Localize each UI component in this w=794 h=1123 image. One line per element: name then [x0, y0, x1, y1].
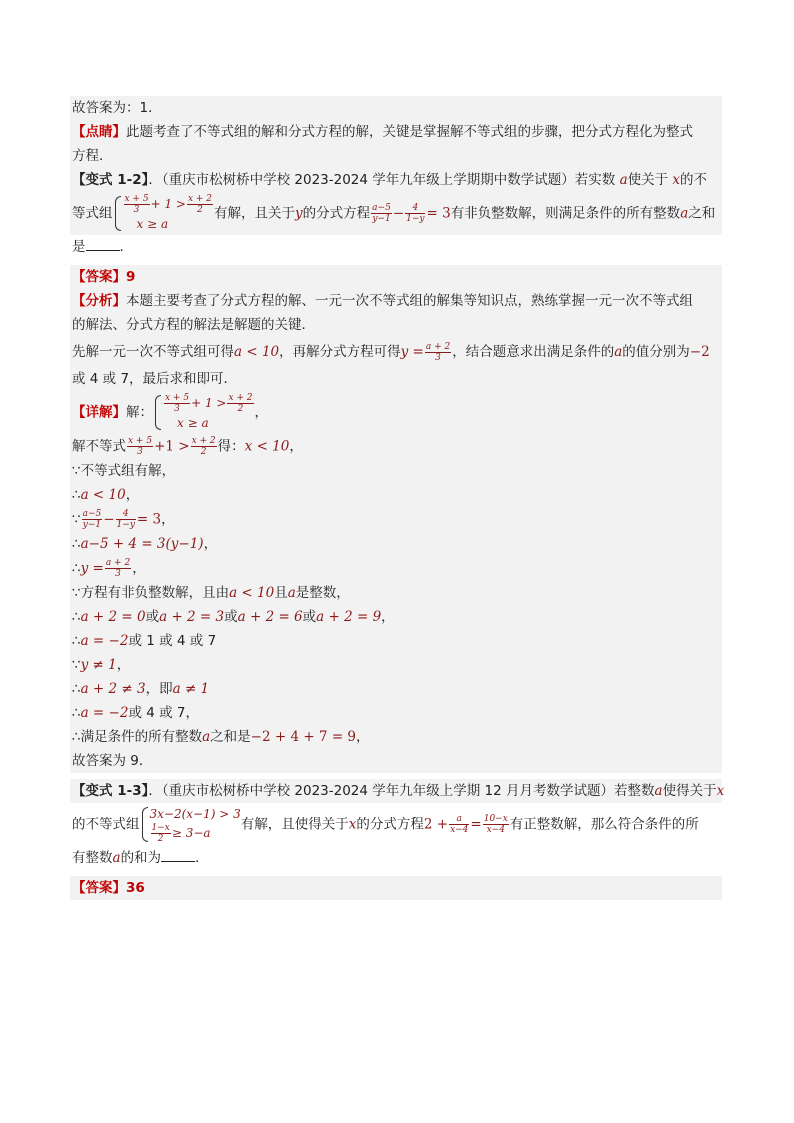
math: a ≠ 1 [172, 681, 210, 697]
variant-1-2-tag: 【变式 1-2】 [72, 172, 149, 188]
step-2: ∵不等式组有解， [70, 459, 722, 483]
answer-conclusion-line: 故答案为：1． [70, 96, 722, 120]
fenxi-line-1 [70, 289, 722, 313]
op: = [470, 816, 482, 833]
fraction [449, 814, 469, 835]
text: ∵方程有非负整数解，且由 [72, 585, 230, 601]
math: a + 2 = 9 [316, 609, 382, 625]
text: 的分式方程 [302, 205, 371, 222]
fenxi-line-4: 或 4 或 7，最后求和即可． [70, 367, 722, 391]
math: a < 10 [80, 487, 126, 503]
numerator: x + 2 [228, 393, 253, 403]
therefore-symbol: ∴ [72, 609, 81, 625]
fraction [151, 823, 171, 844]
math: y = [80, 560, 104, 577]
denominator: 3 [174, 404, 180, 414]
math: y = [400, 344, 424, 360]
var-a: a [619, 172, 628, 188]
math: a [287, 585, 296, 601]
denominator: 2 [200, 447, 207, 457]
variant-1-2-line-2 [70, 192, 722, 235]
text: 的分式方程 [356, 816, 424, 833]
inequality-system [153, 393, 255, 432]
numerator: a−5 [82, 509, 102, 519]
text: 本题主要考查了分式方程的解、一元一次不等式组的解集等知识点，熟练掌握一元一次不等式组 [126, 293, 693, 309]
fraction [371, 203, 392, 224]
denominator: x−4 [450, 825, 469, 835]
math: a = −2 [80, 705, 129, 721]
therefore-symbol: ∴ [72, 633, 81, 649]
step-11 [70, 677, 722, 701]
fraction [187, 194, 213, 215]
text: 解： [126, 404, 153, 421]
text: 先解一元一次不等式组可得 [72, 344, 234, 360]
fraction [425, 342, 451, 363]
var-a: a [680, 205, 689, 222]
text: ， [116, 657, 131, 673]
answer-tag: 【答案】 [72, 880, 126, 896]
text: 解不等式 [72, 438, 126, 455]
math: = 3 [136, 511, 162, 528]
text: 之和 [688, 205, 716, 222]
numerator: 1−x [151, 823, 170, 833]
fraction [405, 203, 425, 224]
eq-rhs: = 3 [426, 205, 451, 222]
because-symbol: ∵ [72, 657, 81, 673]
op: − [103, 511, 115, 528]
denominator: x−4 [486, 825, 505, 835]
text: 有非负整数解，则满足条件的所有整数 [450, 205, 681, 222]
fraction [164, 393, 190, 414]
variant-1-2-tail: 的不 [680, 172, 708, 188]
var-x: x [348, 816, 357, 833]
text: 有解，且关于 [214, 205, 296, 222]
numerator: a + 2 [425, 341, 451, 352]
answer-value: 36 [126, 880, 145, 896]
therefore-symbol: ∴ [72, 705, 81, 721]
text: ∴满足条件的所有整数 [72, 729, 203, 745]
dianjing-text-1: 此题考查了不等式组的解和分式方程的解，关键是掌握解不等式组的步骤，把分式方程化为整式 [126, 124, 693, 140]
text: 是 [72, 239, 86, 255]
denominator: y−1 [82, 520, 102, 530]
step-13 [70, 725, 722, 749]
fraction [116, 509, 136, 530]
answer-blank [161, 849, 195, 862]
variant-1-3-line-1 [70, 779, 725, 803]
text: ． [119, 239, 133, 255]
answer-blank [86, 238, 120, 251]
text: ， [289, 438, 303, 455]
math: a + 2 = 3 [159, 609, 225, 625]
fraction [124, 194, 150, 215]
math: a < 10 [234, 344, 280, 360]
text: 或 [302, 609, 317, 625]
answer-line-2 [70, 876, 722, 900]
fenxi-line-3 [70, 337, 722, 367]
numerator: a [449, 814, 469, 825]
text: ，即 [145, 681, 173, 697]
math: y ≠ 1 [80, 657, 117, 673]
fraction [82, 509, 103, 530]
text: 等式组 [72, 205, 113, 222]
text: 的和为 [120, 850, 162, 866]
text: ，结合题意求出满足条件的 [452, 344, 615, 360]
sys-row-2: x ≥ a [177, 416, 209, 430]
fraction [127, 436, 153, 457]
numerator: x + 2 [191, 436, 216, 446]
dianjing-tag: 【点睛】 [72, 124, 126, 140]
dianjing-line-2: 方程． [70, 144, 722, 168]
var-y: y [295, 205, 303, 222]
therefore-symbol: ∴ [72, 560, 81, 577]
variant-1-2-line-3 [70, 235, 722, 259]
text: ， [132, 560, 146, 577]
variant-1-3-line-3 [70, 846, 722, 870]
text: 有解，且使得关于 [240, 816, 349, 833]
text: 使得关于 [662, 783, 717, 799]
because-symbol: ∵ [72, 511, 81, 528]
text: ，再解分式方程可得 [279, 344, 401, 360]
fenxi-line-2: 的解法、分式方程的解法是解题的关键． [70, 313, 722, 337]
text: 或 [145, 609, 160, 625]
variant-1-2-line-1 [70, 168, 722, 192]
inequality-system [113, 194, 215, 233]
numerator: x + 5 [124, 194, 149, 204]
step-5 [70, 532, 722, 556]
inequality-system [140, 805, 241, 844]
step-10 [70, 653, 722, 677]
text: 的不等式组 [72, 816, 140, 833]
step-9 [70, 629, 722, 653]
dianjing-line-1 [70, 120, 722, 144]
numerator: x + 5 [165, 393, 190, 403]
text: 有正整数解，那么符合条件的所 [509, 816, 699, 833]
math: a [614, 344, 623, 360]
denominator: 2 [197, 205, 203, 215]
step-1 [70, 434, 722, 459]
fraction [105, 558, 131, 579]
denominator: y−1 [372, 214, 391, 224]
sys-row-1-op: + 1 > [191, 396, 227, 410]
text: ． [195, 850, 209, 866]
math: a + 2 = 6 [237, 609, 303, 625]
math: a = −2 [80, 633, 129, 649]
text: ， [254, 404, 269, 421]
denominator: 2 [237, 404, 244, 414]
math: a [202, 729, 211, 745]
numerator: a + 2 [105, 558, 131, 568]
answer-tag: 【答案】 [72, 269, 126, 285]
sys-row-1: 3x−2(x−1) > 3 [149, 807, 241, 821]
var-x: x [672, 172, 681, 188]
denominator: 3 [435, 352, 441, 363]
text: 得： [217, 438, 245, 455]
variant-1-2-mid: 使关于 [627, 172, 669, 188]
var-a: a [654, 783, 663, 799]
fraction [483, 814, 509, 835]
fraction [227, 393, 253, 414]
numerator: x + 5 [128, 436, 153, 446]
text: 或 [224, 609, 238, 625]
denominator: 1−y [116, 520, 135, 530]
answer-value: 9 [126, 269, 136, 285]
var-a: a [112, 850, 121, 866]
text: 之和是 [210, 729, 251, 745]
numerator: x + 2 [187, 194, 213, 204]
numerator: 10−x [483, 814, 508, 824]
denominator: 1−y [406, 214, 425, 224]
therefore-symbol: ∴ [72, 681, 81, 697]
text: ， [161, 511, 175, 528]
numerator: 4 [116, 509, 136, 520]
numerator: a−5 [372, 203, 391, 213]
math: a < 10 [229, 585, 275, 601]
step-14: 故答案为 9． [70, 749, 722, 773]
step-7 [70, 581, 722, 605]
text: ， [356, 729, 370, 745]
step-4 [70, 507, 722, 532]
denominator: 2 [157, 834, 164, 844]
math: −2 [689, 344, 710, 360]
var-x: x [716, 783, 725, 799]
answer-line [70, 265, 722, 289]
variant-1-3-line-2 [70, 803, 722, 846]
math: a + 2 = 0 [80, 609, 146, 625]
step-12 [70, 701, 722, 725]
text: 或 1 或 4 或 7 [128, 633, 217, 649]
math: −2 + 4 + 7 = 9 [250, 729, 357, 745]
step-6 [70, 556, 722, 581]
text: ， [125, 487, 140, 503]
text: 是整数， [295, 585, 350, 601]
variant-1-3-tag: 【变式 1-3】 [72, 783, 149, 799]
xiangjie-tag: 【详解】 [72, 404, 126, 421]
document-page [70, 96, 725, 900]
therefore-symbol: ∴ [72, 536, 81, 552]
variant-1-2-source: ．（重庆市松树桥中学校 2023-2024 学年九年级上学期期中数学试题）若实数 [148, 172, 616, 188]
math: a + 2 ≠ 3 [80, 681, 146, 697]
denominator: 3 [137, 447, 143, 457]
text: 或 4 或 7， [128, 705, 199, 721]
variant-1-3-source: ．（重庆市松树桥中学校 2023-2024 学年九年级上学期 12 月月考数学试题）若整数 [148, 783, 655, 799]
sys-row-2: x ≥ a [136, 217, 169, 231]
therefore-symbol: ∴ [72, 487, 81, 503]
math: +1 > [154, 438, 190, 455]
text: 且 [274, 585, 288, 601]
denominator: 3 [115, 569, 121, 579]
math: a−5 + 4 = 3(y−1) [80, 536, 204, 552]
step-3 [70, 483, 722, 507]
text: ， [203, 536, 218, 552]
fraction [191, 436, 217, 457]
sys-row-2-rest: ≥ 3−a [171, 826, 211, 840]
op: − [392, 205, 405, 222]
denominator: 3 [133, 205, 140, 215]
text: 的值分别为 [622, 344, 690, 360]
math: 2 + [423, 816, 449, 833]
step-8 [70, 605, 722, 629]
sys-row-1-op: + 1 > [150, 197, 186, 211]
fenxi-tag: 【分析】 [72, 293, 126, 309]
math: x < 10 [244, 438, 290, 455]
numerator: 4 [405, 203, 425, 214]
xiangjie-line-1 [70, 391, 722, 434]
text: 有整数 [72, 850, 113, 866]
text: ， [381, 609, 395, 625]
